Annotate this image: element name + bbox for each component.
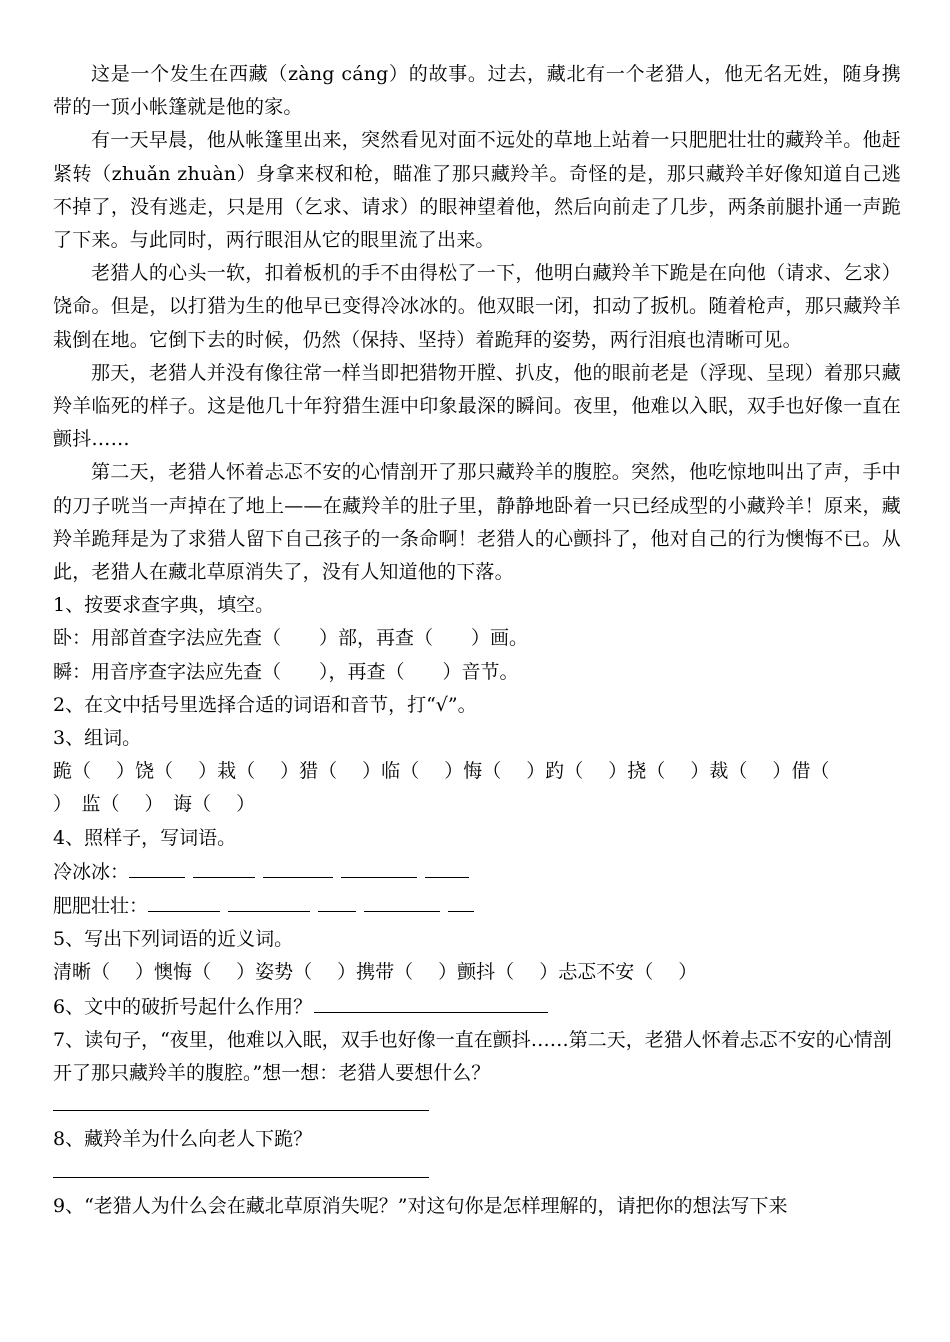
question-6 — [53, 990, 901, 1024]
question-item: 卧：用部首查字法应先查（ ）部，再查（ ）画。 — [53, 627, 529, 650]
answer-blank[interactable] — [314, 990, 548, 1013]
worksheet — [53, 58, 901, 1223]
pattern-row — [53, 855, 901, 889]
answer-blank[interactable] — [228, 889, 310, 912]
question-9 — [53, 1190, 901, 1223]
answer-blank[interactable] — [341, 855, 417, 878]
question-row — [53, 990, 901, 1024]
question-title: 2、在文中括号里选择合适的词语和音节，打“√”。 — [53, 693, 477, 716]
word-group-row: ） 监（ ） 诲（ ） — [53, 793, 256, 816]
question-2 — [53, 689, 901, 722]
question-title: 8、藏羚羊为什么向老人下跪？ — [53, 1128, 313, 1151]
question-title: 3、组词。 — [53, 727, 142, 750]
passage-paragraph: 老猎人的心头一软，扣着板机的手不由得松了一下，他明白藏羚羊下跪是在向他（请求、乞求）饶命。但是，以打猎为生的他早已变得冷冰冰的。他双眼一闭，扣动了扳机。随着枪声，那只藏羚羊栽倒在地。它倒下去的时候，仍然（保持、坚持）着跪拜的姿势，两行泪痕也清晰可见。 — [53, 262, 901, 351]
question-title: 1、按要求查字典，填空。 — [53, 594, 275, 617]
answer-blank[interactable] — [129, 855, 185, 878]
question-8 — [53, 1123, 901, 1177]
question-title: 7、读句子，“夜里，他难以入眠，双手也好像一直在颤抖……第二天，老猎人怀着忐忑不安的心情剖开了那只藏羚羊的腹腔。”想一想：老猎人要想什么？ — [53, 1028, 892, 1085]
question-5 — [53, 923, 901, 989]
answer-line[interactable] — [53, 1157, 429, 1178]
synonym-row: 清晰（ ）懊悔（ ）姿势（ ）携带（ ）颤抖（ ）忐忑不安（ ） — [53, 961, 698, 984]
question-1 — [53, 589, 901, 689]
pattern-row — [53, 889, 901, 923]
passage-paragraph: 有一天早晨，他从帐篷里出来，突然看见对面不远处的草地上站着一只肥肥壮壮的藏羚羊。他赶紧转（zhuǎn zhuàn）身拿来杈和枪，瞄准了那只藏羚羊。奇怪的是，那只藏羚羊好像知道自己逃不掉了，没有逃走，只是用（乞求、请求）的眼神望着他，然后向前走了几步，两条前腿扑通一声跪了下来。与此同时，两行眼泪从它的眼里流了出来。 — [53, 129, 901, 252]
pattern-label: 肥肥壮壮： — [53, 895, 149, 918]
question-4 — [53, 822, 901, 924]
passage-paragraph: 第二天，老猎人怀着忐忑不安的心情剖开了那只藏羚羊的腹腔。突然，他吃惊地叫出了声，手中的刀子咣当一声掉在了地上——在藏羚羊的肚子里，静静地卧着一只已经成型的小藏羚羊！原来，藏羚羊跪拜是为了求猎人留下自己孩子的一条命啊！老猎人的心颤抖了，他对自己的行为懊悔不已。从此，老猎人在藏北草原消失了，没有人知道他的下落。 — [53, 461, 901, 584]
passage-paragraph: 那天，老猎人并没有像往常一样当即把猎物开膛、扒皮，他的眼前老是（浮现、呈现）着那只藏羚羊临死的样子。这是他几十年狩猎生涯中印象最深的瞬间。夜里，他难以入眠，双手也好像一直在颤抖…… — [53, 361, 901, 451]
answer-blank[interactable] — [364, 889, 440, 912]
answer-blank[interactable] — [318, 889, 356, 912]
question-item: 瞬：用音序查字法应先查（ ），再查（ ）音节。 — [53, 660, 519, 683]
answer-blank[interactable] — [448, 889, 474, 912]
question-title: 9、“老猎人为什么会在藏北草原消失呢？”对这句你是怎样理解的，请把你的想法写下来 — [53, 1194, 788, 1217]
answer-blank[interactable] — [425, 855, 469, 878]
reading-passage — [53, 58, 901, 589]
question-3 — [53, 722, 901, 822]
answer-blank[interactable] — [263, 855, 333, 878]
answer-blank[interactable] — [148, 889, 220, 912]
pattern-label: 冷冰冰： — [53, 860, 130, 883]
answer-blank[interactable] — [193, 855, 255, 878]
question-title: 4、照样子，写词语。 — [53, 826, 237, 849]
passage-paragraph: 这是一个发生在西藏（zàng cáng）的故事。过去，藏北有一个老猎人，他无名无姓，随身携带的一顶小帐篷就是他的家。 — [53, 63, 901, 119]
answer-line[interactable] — [53, 1090, 429, 1111]
question-title: 5、写出下列词语的近义词。 — [53, 928, 294, 951]
word-group-row: 跪（ ）饶（ ）栽（ ）猎（ ）临（ ）悔（ ）趵（ ）挠（ ）裁（ ）借（ — [53, 760, 830, 783]
question-7 — [53, 1024, 901, 1111]
question-title: 6、文中的破折号起什么作用？ — [53, 995, 313, 1018]
